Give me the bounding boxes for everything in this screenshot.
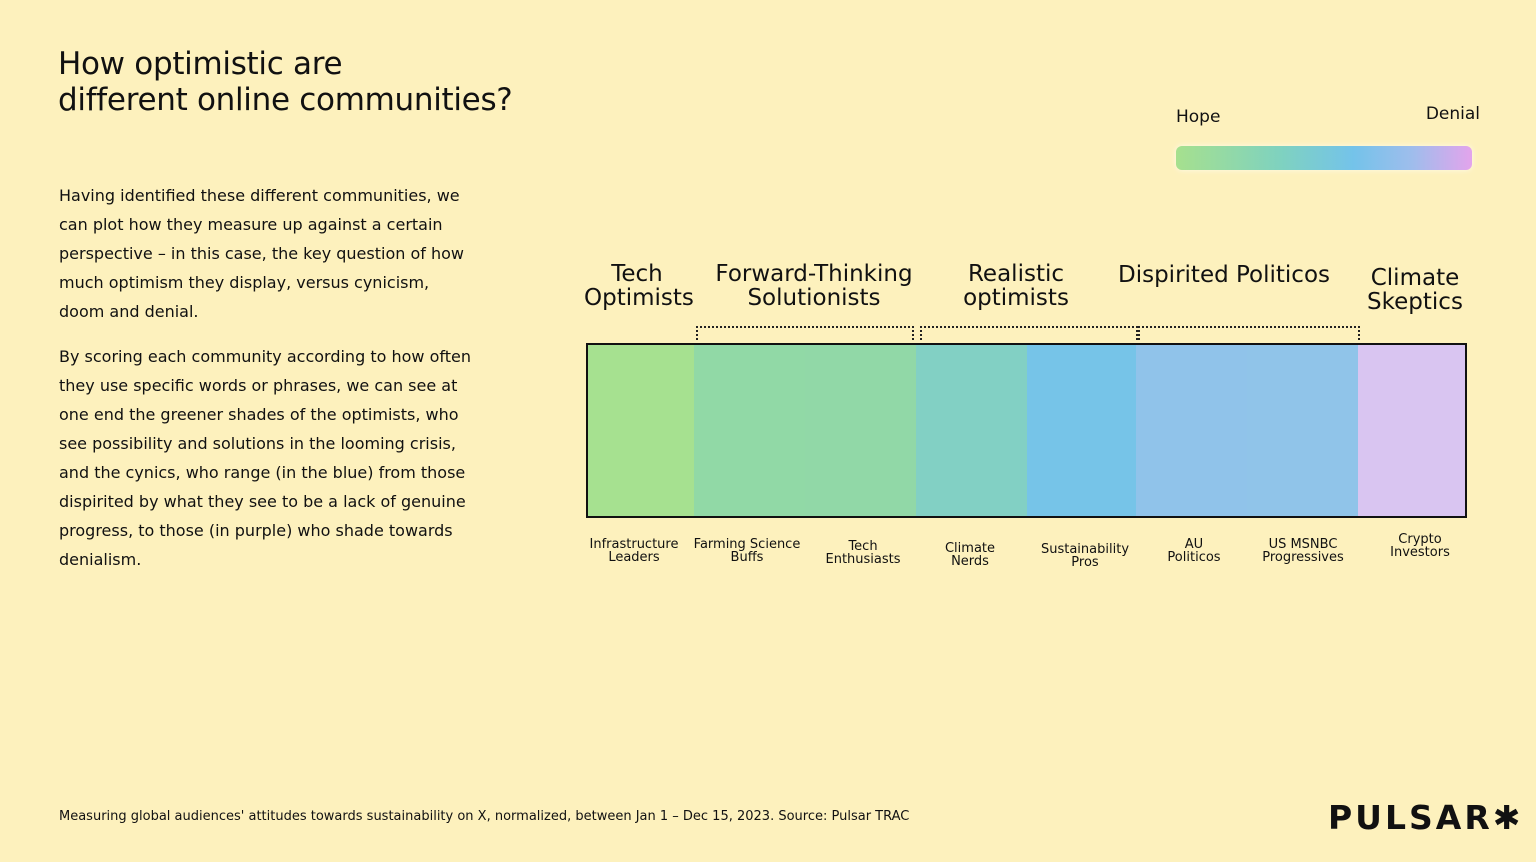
category-label-line: Pros [1071,555,1099,570]
category-label-climate-nerds [945,542,995,568]
bracket-forward-thinking [696,326,914,340]
description [59,181,479,590]
category-label-line: AU [1184,537,1204,552]
category-label-line: Sustainability [1040,542,1130,557]
category-label-farming-science-buffs [694,538,801,564]
category-label-line: Leaders [608,550,660,565]
group-label-line: optimists [963,285,1069,311]
group-label-dispirited-politicos [1118,263,1330,287]
optimism-spectrum [586,343,1467,518]
group-label-line: Forward-Thinking [715,261,913,287]
category-label-line: Progressives [1262,550,1344,565]
bracket-realistic-optimists [920,326,1138,340]
category-label-infrastructure-leaders [590,538,679,564]
category-label-line: Enthusiasts [825,552,901,567]
category-label-line: Tech [848,539,878,554]
category-label-us-msnbc-progressives [1262,538,1344,564]
category-label-au-politicos [1167,538,1220,564]
category-label-sustainability-pros [1041,543,1129,569]
category-label-tech-enthusiasts [825,540,900,566]
category-label-line: Infrastructure [589,537,679,552]
category-label-line: Crypto [1398,532,1442,547]
group-label-line: Climate [1370,265,1460,291]
segment-sustainability-pros [1027,345,1136,516]
category-label-line: Investors [1390,545,1450,560]
group-label-line: Tech [611,261,663,287]
segment-us-msnbc-progressives [1247,345,1358,516]
source-footnote: Measuring global audiences' attitudes towards sustainability on X, normalized, between Jan 1 – Dec 15, 2023. Source: Pulsar TRAC [59,809,910,824]
bracket-dispirited-politicos [1138,326,1360,340]
category-label-line: Farming Science [693,537,801,552]
segment-farming-science-buffs [694,345,805,516]
group-label-line: Realistic [967,261,1064,287]
title-line-1: How optimistic are [58,46,343,82]
group-label-climate-skeptics [1364,266,1466,314]
segment-tech-enthusiasts [805,345,916,516]
legend-denial-label: Denial [1425,104,1480,124]
category-label-line: Buffs [730,550,764,565]
segment-infrastructure-leaders [588,345,694,516]
category-label-line: Politicos [1167,550,1221,565]
description-paragraph-1: Having identified these different communities, we can plot how they measure up against a certain perspective – in this case, the key question of how much optimism they display, versus cynicism, doom and denial. [59,186,464,321]
group-label-line: Solutionists [747,285,881,311]
hope-denial-legend [1162,100,1484,180]
category-label-crypto-investors [1390,533,1450,559]
legend-hope-label: Hope [1176,107,1221,127]
segment-au-politicos [1136,345,1247,516]
description-paragraph-2: By scoring each community according to how often they use specific words or phrases, we can see at one end the greener shades of the optimists, who see possibility and solutions in the looming crisis, and the cynics, who range (in the blue) from those dispirited by what they see to be a lack of genuine progress, to those (in purple) who shade towards denialism. [59,347,471,569]
group-label-line: Dispirited Politicos [1118,262,1331,288]
pulsar-logo: PULSAR✱ [1328,798,1524,837]
title-line-2: different online communities? [58,82,513,118]
legend-gradient-bar [1176,146,1472,170]
group-label-forward-thinking [712,262,916,310]
category-label-line: Climate [944,541,996,556]
group-label-line: Skeptics [1367,289,1463,315]
group-label-realistic-optimists [954,262,1078,310]
page-title [58,46,512,118]
category-label-line: US MSNBC [1268,537,1338,552]
group-label-line: Optimists [584,285,694,311]
category-label-line: Nerds [951,554,989,569]
group-label-tech-optimists [584,261,694,311]
segment-crypto-investors [1358,345,1465,516]
segment-climate-nerds [916,345,1027,516]
